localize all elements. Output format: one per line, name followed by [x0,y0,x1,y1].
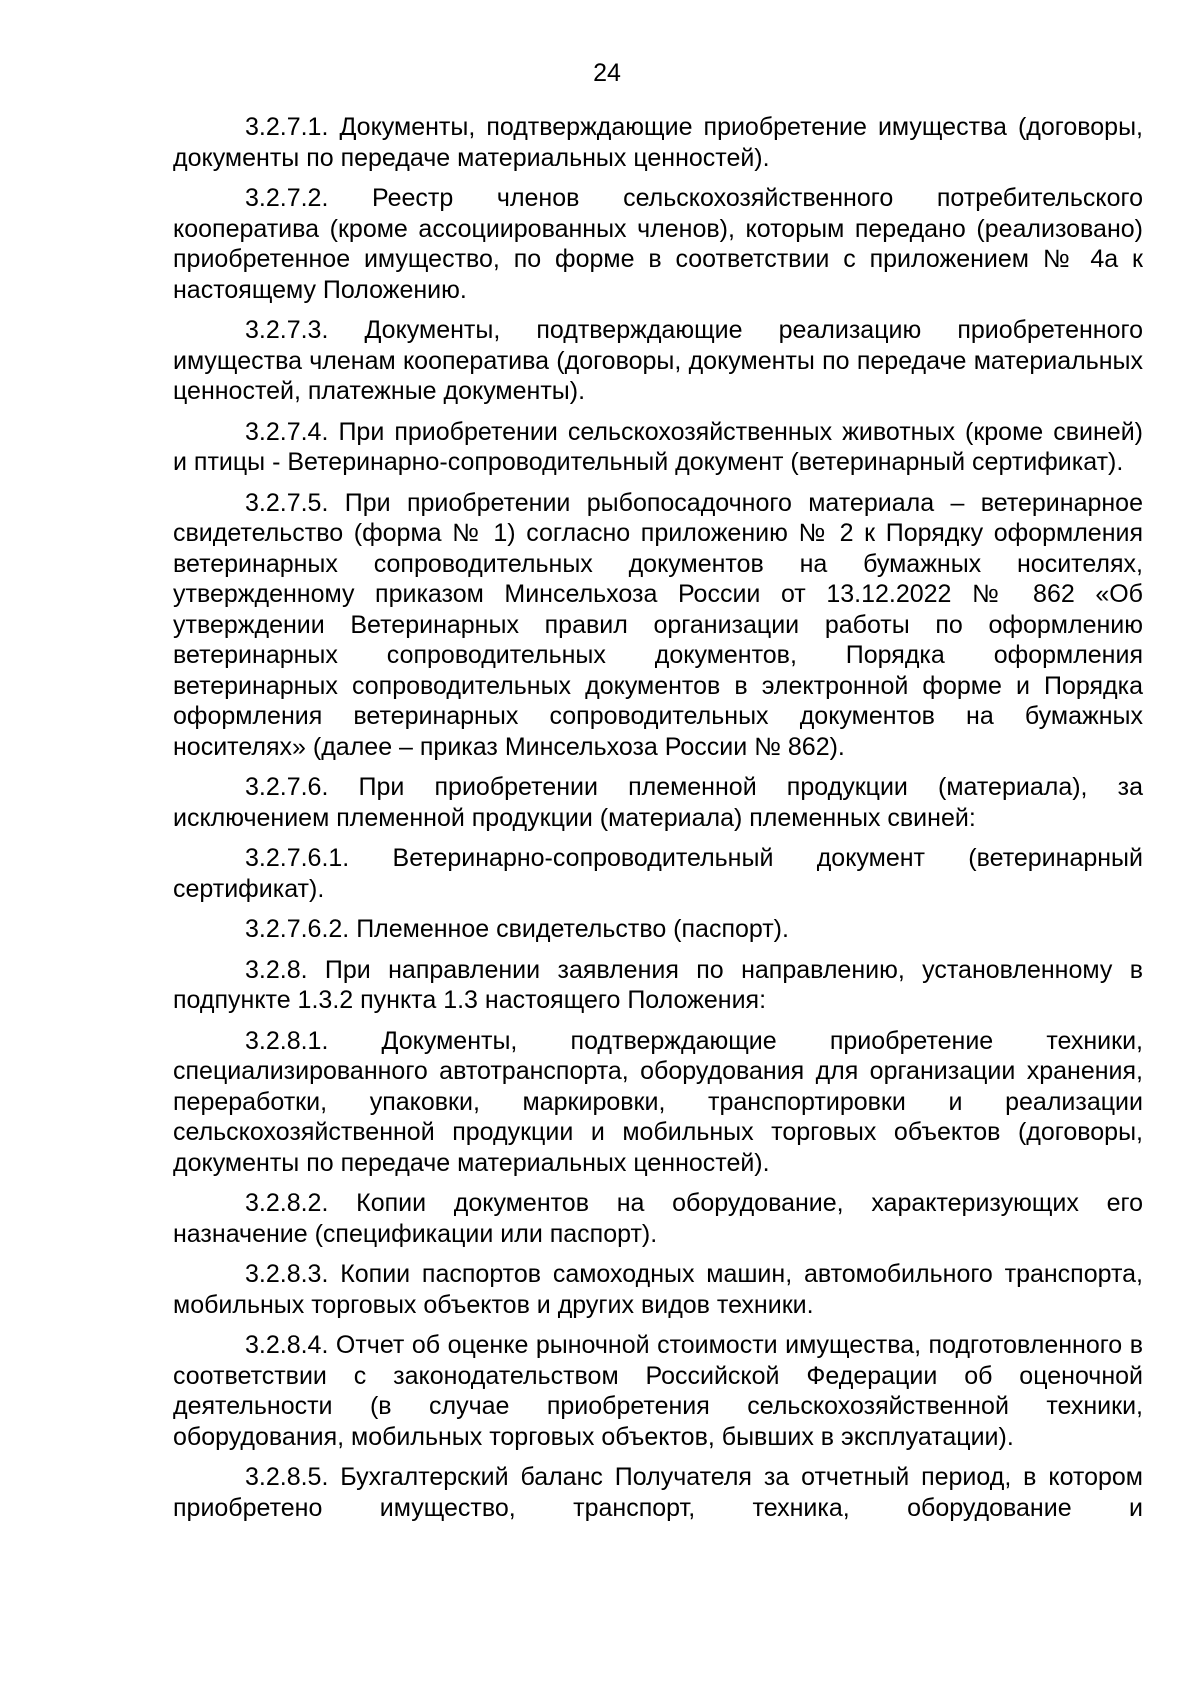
paragraph-3-2-8: 3.2.8. При направлении заявления по направлению, установленному в подпункте 1.3.2 пункта 1.3 настоящего Положения: [173,955,1143,1014]
paragraph-3-2-8-1: 3.2.8.1. Документы, подтверждающие приобретение техники, специализированного автотранспорта, оборудования для организации хранения, переработки, упаковки, маркировки, транспортировки и реализации сельскохозяйственной продукции и мобильных торговых объектов (договоры, документы по передаче материальных ценностей). [173,1026,1143,1177]
paragraph-3-2-7-4: 3.2.7.4. При приобретении сельскохозяйственных животных (кроме свиней) и птицы - Ветеринарно-сопроводительный документ (ветеринарный сертификат). [173,417,1143,476]
paragraph-3-2-7-3: 3.2.7.3. Документы, подтверждающие реализацию приобретенного имущества членам кооператива (договоры, документы по передаче материальных ценностей, платежные документы). [173,316,1143,405]
paragraph-3-2-7-1: 3.2.7.1. Документы, подтверждающие приобретение имущества (договоры, документы по передаче материальных ценностей). [173,113,1143,172]
paragraph-3-2-8-5: 3.2.8.5. Бухгалтерский баланс Получателя за отчетный период, в котором приобретено имущество, транспорт, техника, оборудование и [173,1463,1143,1522]
paragraph-3-2-7-6-1: 3.2.7.6.1. Ветеринарно-сопроводительный документ (ветеринарный сертификат). [173,844,1143,903]
paragraph-3-2-7-5: 3.2.7.5. При приобретении рыбопосадочного материала – ветеринарное свидетельство (форма № 1) согласно приложению № 2 к Порядку оформления ветеринарных сопроводительных документов на бумажных носителях, утвержденному приказом Минсельхоза России от 13.12.2022 № 862 «Об утверждении Ветеринарных правил организации работы по оформлению ветеринарных сопроводительных документов, Порядка оформления ветеринарных сопроводительных документов в электронной форме и Порядка оформления ветеринарных сопроводительных документов на бумажных носителях» (далее – приказ Минсельхоза России № 862). [173,488,1143,761]
paragraph-3-2-8-3: 3.2.8.3. Копии паспортов самоходных машин, автомобильного транспорта, мобильных торговых объектов и других видов техники. [173,1260,1143,1319]
paragraph-3-2-8-2: 3.2.8.2. Копии документов на оборудование, характеризующих его назначение (спецификации или паспорт). [173,1189,1143,1248]
paragraph-3-2-8-4: 3.2.8.4. Отчет об оценке рыночной стоимости имущества, подготовленного в соответствии с законодательством Российской Федерации об оценочной деятельности (в случае приобретения сельскохозяйственной техники, оборудования, мобильных торговых объектов, бывших в эксплуатации). [173,1331,1143,1451]
paragraph-3-2-7-6: 3.2.7.6. При приобретении племенной продукции (материала), за исключением племенной продукции (материала) племенных свиней: [173,773,1143,832]
document-body [173,112,1143,1533]
paragraph-3-2-7-6-2: 3.2.7.6.2. Племенное свидетельство (паспорт). [245,915,789,943]
paragraph-3-2-7-2: 3.2.7.2. Реестр членов сельскохозяйственного потребительского кооператива (кроме ассоциированных членов), которым передано (реализовано) приобретенное имущество, по форме в соответствии с приложением № 4а к настоящему Положению. [173,184,1143,304]
page-number: 24 [593,59,621,87]
